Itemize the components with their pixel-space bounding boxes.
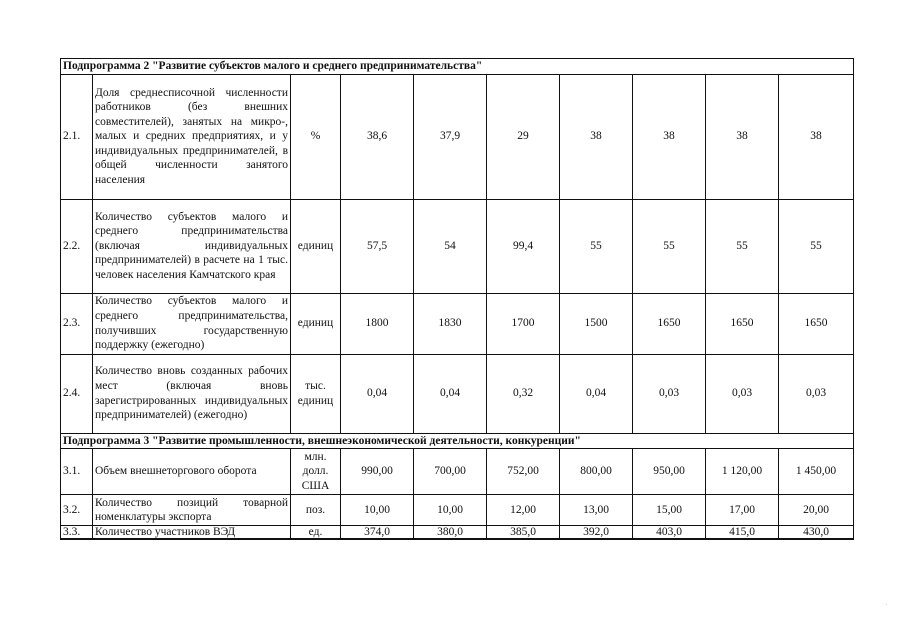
- table-row: [61, 449, 854, 495]
- row-number: 2.4.: [61, 354, 93, 433]
- value-cell: 55: [706, 199, 779, 293]
- section-header-row: [61, 59, 854, 75]
- indicator-name: Количество субъектов малого и среднего предпринимательства, получивших государственную поддержку (ежегодно): [93, 293, 291, 354]
- indicator-name: Количество вновь созданных рабочих мест (включая вновь зарегистрированных индивидуальных предпринимателей) (ежегодно): [93, 354, 291, 433]
- value-cell: 38: [560, 74, 633, 199]
- unit-cell: %: [291, 74, 341, 199]
- row-number: 2.2.: [61, 199, 93, 293]
- section-title: Подпрограмма 2 "Развитие субъектов малого и среднего предпринимательства": [61, 59, 854, 75]
- value-cell: 38: [633, 74, 706, 199]
- value-cell: 20,00: [779, 495, 854, 526]
- indicator-name: Количество позиций товарной номенклатуры экспорта: [93, 495, 291, 526]
- value-cell: 12,00: [487, 495, 560, 526]
- section-title: Подпрограмма 3 "Развитие промышленности, внешнеэкономической деятельности, конкуренции": [61, 433, 854, 449]
- value-cell: 55: [560, 199, 633, 293]
- value-cell: 950,00: [633, 449, 706, 495]
- value-cell: 990,00: [341, 449, 414, 495]
- value-cell: 1500: [560, 293, 633, 354]
- value-cell: 0,03: [779, 354, 854, 433]
- row-number: 3.1.: [61, 449, 93, 495]
- value-cell: 1830: [414, 293, 487, 354]
- value-cell: 380,0: [414, 526, 487, 540]
- value-cell: 54: [414, 199, 487, 293]
- row-number: 3.3.: [61, 526, 93, 540]
- unit-cell: единиц: [291, 293, 341, 354]
- unit-cell: млн. долл. США: [291, 449, 341, 495]
- value-cell: 1650: [706, 293, 779, 354]
- value-cell: 392,0: [560, 526, 633, 540]
- value-cell: 374,0: [341, 526, 414, 540]
- unit-cell: тыс. единиц: [291, 354, 341, 433]
- value-cell: 38: [706, 74, 779, 199]
- value-cell: 1 450,00: [779, 449, 854, 495]
- unit-cell: единиц: [291, 199, 341, 293]
- value-cell: 430,0: [779, 526, 854, 540]
- value-cell: 38: [779, 74, 854, 199]
- value-cell: 700,00: [414, 449, 487, 495]
- value-cell: 15,00: [633, 495, 706, 526]
- value-cell: 57,5: [341, 199, 414, 293]
- value-cell: 13,00: [560, 495, 633, 526]
- indicator-name: Количество участников ВЭД: [93, 526, 291, 540]
- value-cell: 1650: [779, 293, 854, 354]
- table-row: [61, 495, 854, 526]
- value-cell: 0,32: [487, 354, 560, 433]
- value-cell: 0,04: [341, 354, 414, 433]
- table-row: [61, 526, 854, 540]
- value-cell: 38,6: [341, 74, 414, 199]
- row-number: 3.2.: [61, 495, 93, 526]
- value-cell: 10,00: [414, 495, 487, 526]
- value-cell: 55: [779, 199, 854, 293]
- value-cell: 0,03: [706, 354, 779, 433]
- unit-cell: поз.: [291, 495, 341, 526]
- indicator-name: Доля среднесписочной численности работников (без внешних совместителей), занятых на микро-, малых и средних предприятиях, и у индивидуальных предпринимателей, в общей численности занятого населения: [93, 74, 291, 199]
- table-row: [61, 74, 854, 199]
- value-cell: 37,9: [414, 74, 487, 199]
- value-cell: 29: [487, 74, 560, 199]
- value-cell: 385,0: [487, 526, 560, 540]
- value-cell: 99,4: [487, 199, 560, 293]
- table-row: [61, 199, 854, 293]
- table-row: [61, 354, 854, 433]
- indicators-table: [60, 58, 854, 540]
- value-cell: 0,04: [414, 354, 487, 433]
- value-cell: 1700: [487, 293, 560, 354]
- value-cell: 17,00: [706, 495, 779, 526]
- row-number: 2.3.: [61, 293, 93, 354]
- indicator-name: Количество субъектов малого и среднего предпринимательства (включая индивидуальных предпринимателей) в расчете на 1 тыс. человек населения Камчатского края: [93, 199, 291, 293]
- value-cell: 1 120,00: [706, 449, 779, 495]
- value-cell: 403,0: [633, 526, 706, 540]
- scan-speck: .: [885, 601, 887, 607]
- unit-cell: ед.: [291, 526, 341, 540]
- value-cell: 752,00: [487, 449, 560, 495]
- table-row: [61, 293, 854, 354]
- value-cell: 55: [633, 199, 706, 293]
- value-cell: 10,00: [341, 495, 414, 526]
- value-cell: 0,03: [633, 354, 706, 433]
- value-cell: 1650: [633, 293, 706, 354]
- indicator-name: Объем внешнеторгового оборота: [93, 449, 291, 495]
- row-number: 2.1.: [61, 74, 93, 199]
- value-cell: 800,00: [560, 449, 633, 495]
- value-cell: 415,0: [706, 526, 779, 540]
- value-cell: 1800: [341, 293, 414, 354]
- value-cell: 0,04: [560, 354, 633, 433]
- section-header-row: [61, 433, 854, 449]
